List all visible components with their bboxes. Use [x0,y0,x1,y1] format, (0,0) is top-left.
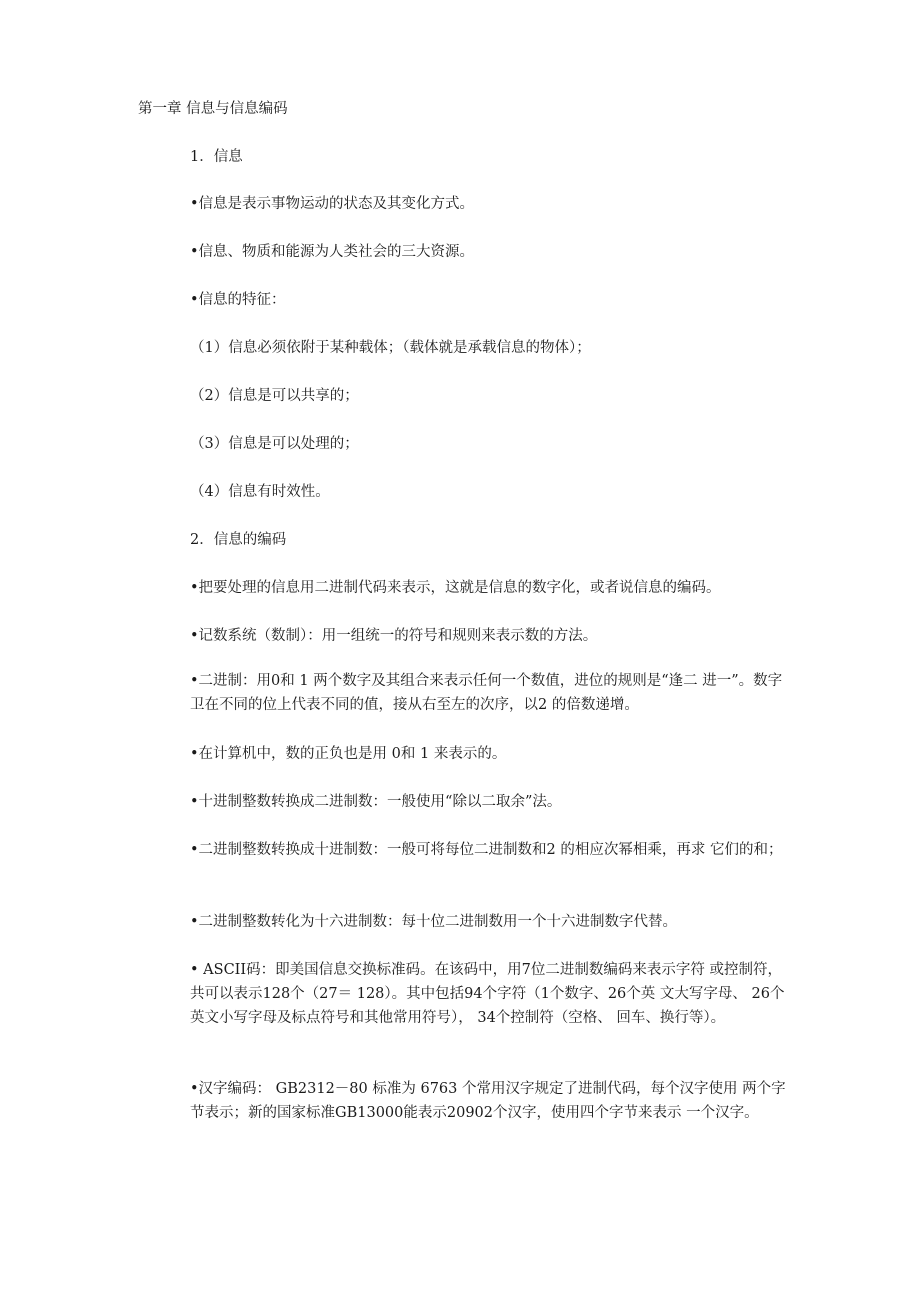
bullet-binary: •二进制：用0和 1 两个数字及其组合来表示任何一个数值，进位的规则是“逢二 进一”。数字卫在不同的位上代表不同的值，接从右至左的次序，以2 的倍数递增。 [190,673,783,713]
bullet-dec-to-bin: •十进制整数转换成二进制数：一般使用“除以二取余”法。 [190,794,562,810]
feature-item-2: （2）信息是可以共享的； [190,388,359,404]
bullet-hanzi: •汉字编码： GB2312－80 标准为 6763 个常用汉字规定了进制代码，每个汉字使用 两个字节表示；新的国家标准GB13000能表示20902个汉字，使用四个字节来表示 一个汉字。 [190,1081,786,1121]
bullet-three-resources: •信息、物质和能源为人类社会的三大资源。 [190,244,475,260]
section-heading-info: 1．信息 [190,149,243,165]
bullet-features-heading: •信息的特征： [190,292,286,308]
section-heading-encoding: 2．信息的编码 [190,532,287,548]
feature-item-3: （3）信息是可以处理的； [190,436,359,452]
feature-item-1: （1）信息必须依附于某种载体；（载体就是承载信息的物体）； [190,340,591,356]
bullet-sign: •在计算机中，数的正负也是用 0和 1 来表示的。 [190,746,507,762]
feature-item-4: （4）信息有时效性。 [190,484,330,500]
bullet-number-system: •记数系统（数制）：用一组统一的符号和规则来表示数的方法。 [190,628,598,644]
bullet-bin-to-dec: •二进制整数转换成十进制数：一般可将每位二进制数和2 的相应次幂相乘，再求 它们的和； [190,842,783,858]
bullet-info-definition: •信息是表示事物运动的状态及其变化方式。 [190,196,475,212]
chapter-title: 第一章 信息与信息编码 [138,101,288,117]
bullet-encoding: •把要处理的信息用二进制代码来表示，这就是信息的数字化，或者说信息的编码。 [190,580,721,596]
bullet-bin-to-hex: •二进制整数转化为十六进制数：每十位二进制数用一个十六进制数字代替。 [190,914,678,930]
bullet-ascii: • ASCII码：即美国信息交换标准码。在该码中，用7位二进制数编码来表示字符 或控制符，共可以表示128个（27＝ 128）。其中包括94个字符（1个数字、26个英 文大写字母、 26个英文小写字母及标点符号和其他常用符号）， 34个控制符（空格、 回车、换行等）。 [190,962,785,1026]
